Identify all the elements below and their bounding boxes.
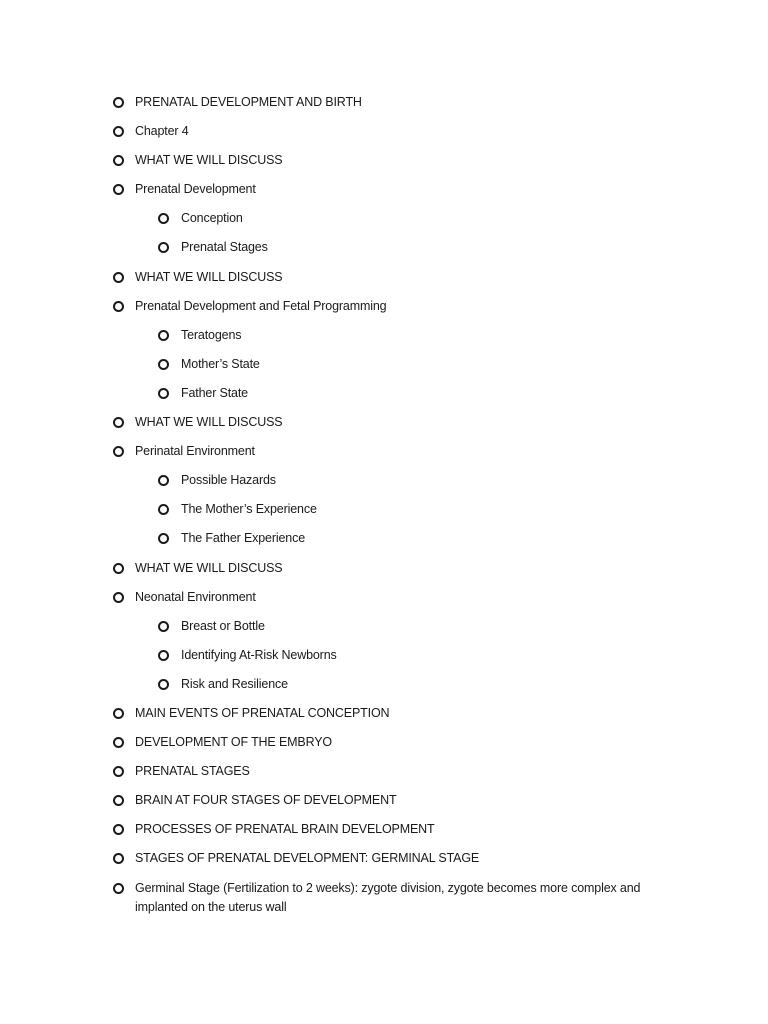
outline-subitem-text: Identifying At-Risk Newborns <box>181 647 337 662</box>
outline-item <box>0 762 665 782</box>
outline-subitem <box>0 209 661 229</box>
hollow-circle-bullet-icon <box>158 504 169 515</box>
hollow-circle-bullet-icon <box>113 563 124 574</box>
hollow-circle-bullet-icon <box>113 737 124 748</box>
hollow-circle-bullet-icon <box>158 330 169 341</box>
outline-list <box>0 93 768 927</box>
outline-item <box>0 413 665 433</box>
outline-subitem-text: Breast or Bottle <box>181 618 265 633</box>
outline-item-text: DEVELOPMENT OF THE EMBRYO <box>135 735 332 750</box>
hollow-circle-bullet-icon <box>113 301 124 312</box>
hollow-circle-bullet-icon <box>113 766 124 777</box>
hollow-circle-bullet-icon <box>113 155 124 166</box>
outline-subitem <box>0 471 661 491</box>
hollow-circle-bullet-icon <box>158 242 169 253</box>
outline-subitem-text: Mother’s State <box>181 356 260 371</box>
hollow-circle-bullet-icon <box>158 650 169 661</box>
outline-item <box>0 180 665 200</box>
outline-item <box>0 588 665 608</box>
outline-item <box>0 93 665 113</box>
hollow-circle-bullet-icon <box>113 795 124 806</box>
outline-item <box>0 704 665 724</box>
outline-item-text: WHAT WE WILL DISCUSS <box>135 560 283 575</box>
outline-item <box>0 559 665 579</box>
hollow-circle-bullet-icon <box>113 184 124 195</box>
hollow-circle-bullet-icon <box>113 853 124 864</box>
outline-item <box>0 849 665 869</box>
hollow-circle-bullet-icon <box>113 592 124 603</box>
outline-item-text: PRENATAL STAGES <box>135 764 250 779</box>
outline-item-text: Germinal Stage (Fertilization to 2 weeks): zygote division, zygote becomes more complex and implanted on the uterus wall <box>135 880 641 915</box>
outline-item-text: PROCESSES OF PRENATAL BRAIN DEVELOPMENT <box>135 822 435 837</box>
hollow-circle-bullet-icon <box>113 272 124 283</box>
outline-subitem-text: Risk and Resilience <box>181 676 288 691</box>
hollow-circle-bullet-icon <box>113 708 124 719</box>
outline-subitem-text: Conception <box>181 211 243 226</box>
hollow-circle-bullet-icon <box>113 97 124 108</box>
outline-item-text: Chapter 4 <box>135 124 189 139</box>
outline-subitem-text: Teratogens <box>181 327 242 342</box>
hollow-circle-bullet-icon <box>113 883 124 894</box>
outline-item-text: Neonatal Environment <box>135 589 256 604</box>
hollow-circle-bullet-icon <box>158 533 169 544</box>
outline-subitem-text: Father State <box>181 385 248 400</box>
hollow-circle-bullet-icon <box>158 475 169 486</box>
hollow-circle-bullet-icon <box>158 621 169 632</box>
outline-item-text: Perinatal Environment <box>135 444 255 459</box>
outline-item-text: BRAIN AT FOUR STAGES OF DEVELOPMENT <box>135 793 397 808</box>
outline-item <box>0 268 665 288</box>
outline-item-text: WHAT WE WILL DISCUSS <box>135 415 283 430</box>
outline-subitem <box>0 326 661 346</box>
outline-subitem-text: Possible Hazards <box>181 473 276 488</box>
hollow-circle-bullet-icon <box>158 679 169 690</box>
outline-item-text: WHAT WE WILL DISCUSS <box>135 269 283 284</box>
outline-item <box>0 879 665 918</box>
outline-item-text: WHAT WE WILL DISCUSS <box>135 153 283 168</box>
outline-subitem-text: The Mother’s Experience <box>181 502 317 517</box>
outline-item-text: MAIN EVENTS OF PRENATAL CONCEPTION <box>135 705 390 720</box>
outline-subitem <box>0 675 661 695</box>
hollow-circle-bullet-icon <box>113 446 124 457</box>
outline-subitem <box>0 646 661 666</box>
hollow-circle-bullet-icon <box>113 126 124 137</box>
outline-item <box>0 733 665 753</box>
outline-item-text: PRENATAL DEVELOPMENT AND BIRTH <box>135 95 362 109</box>
outline-item <box>0 820 665 840</box>
outline-subitem-text: Prenatal Stages <box>181 240 268 255</box>
outline-subitem <box>0 384 661 404</box>
outline-subitem <box>0 529 661 549</box>
outline-subitem <box>0 238 661 258</box>
outline-item <box>0 151 665 171</box>
hollow-circle-bullet-icon <box>158 359 169 370</box>
outline-item <box>0 297 665 317</box>
outline-item-text: Prenatal Development and Fetal Programming <box>135 298 387 313</box>
outline-subitem <box>0 355 661 375</box>
outline-subitem <box>0 500 661 520</box>
outline-item-text: STAGES OF PRENATAL DEVELOPMENT: GERMINAL STAGE <box>135 851 480 866</box>
outline-item <box>0 122 665 142</box>
outline-item <box>0 442 665 462</box>
hollow-circle-bullet-icon <box>158 213 169 224</box>
outline-subitem-text: The Father Experience <box>181 531 305 546</box>
outline-item-text: Prenatal Development <box>135 182 256 197</box>
outline-item <box>0 791 665 811</box>
outline-subitem <box>0 617 661 637</box>
hollow-circle-bullet-icon <box>113 417 124 428</box>
hollow-circle-bullet-icon <box>158 388 169 399</box>
hollow-circle-bullet-icon <box>113 824 124 835</box>
